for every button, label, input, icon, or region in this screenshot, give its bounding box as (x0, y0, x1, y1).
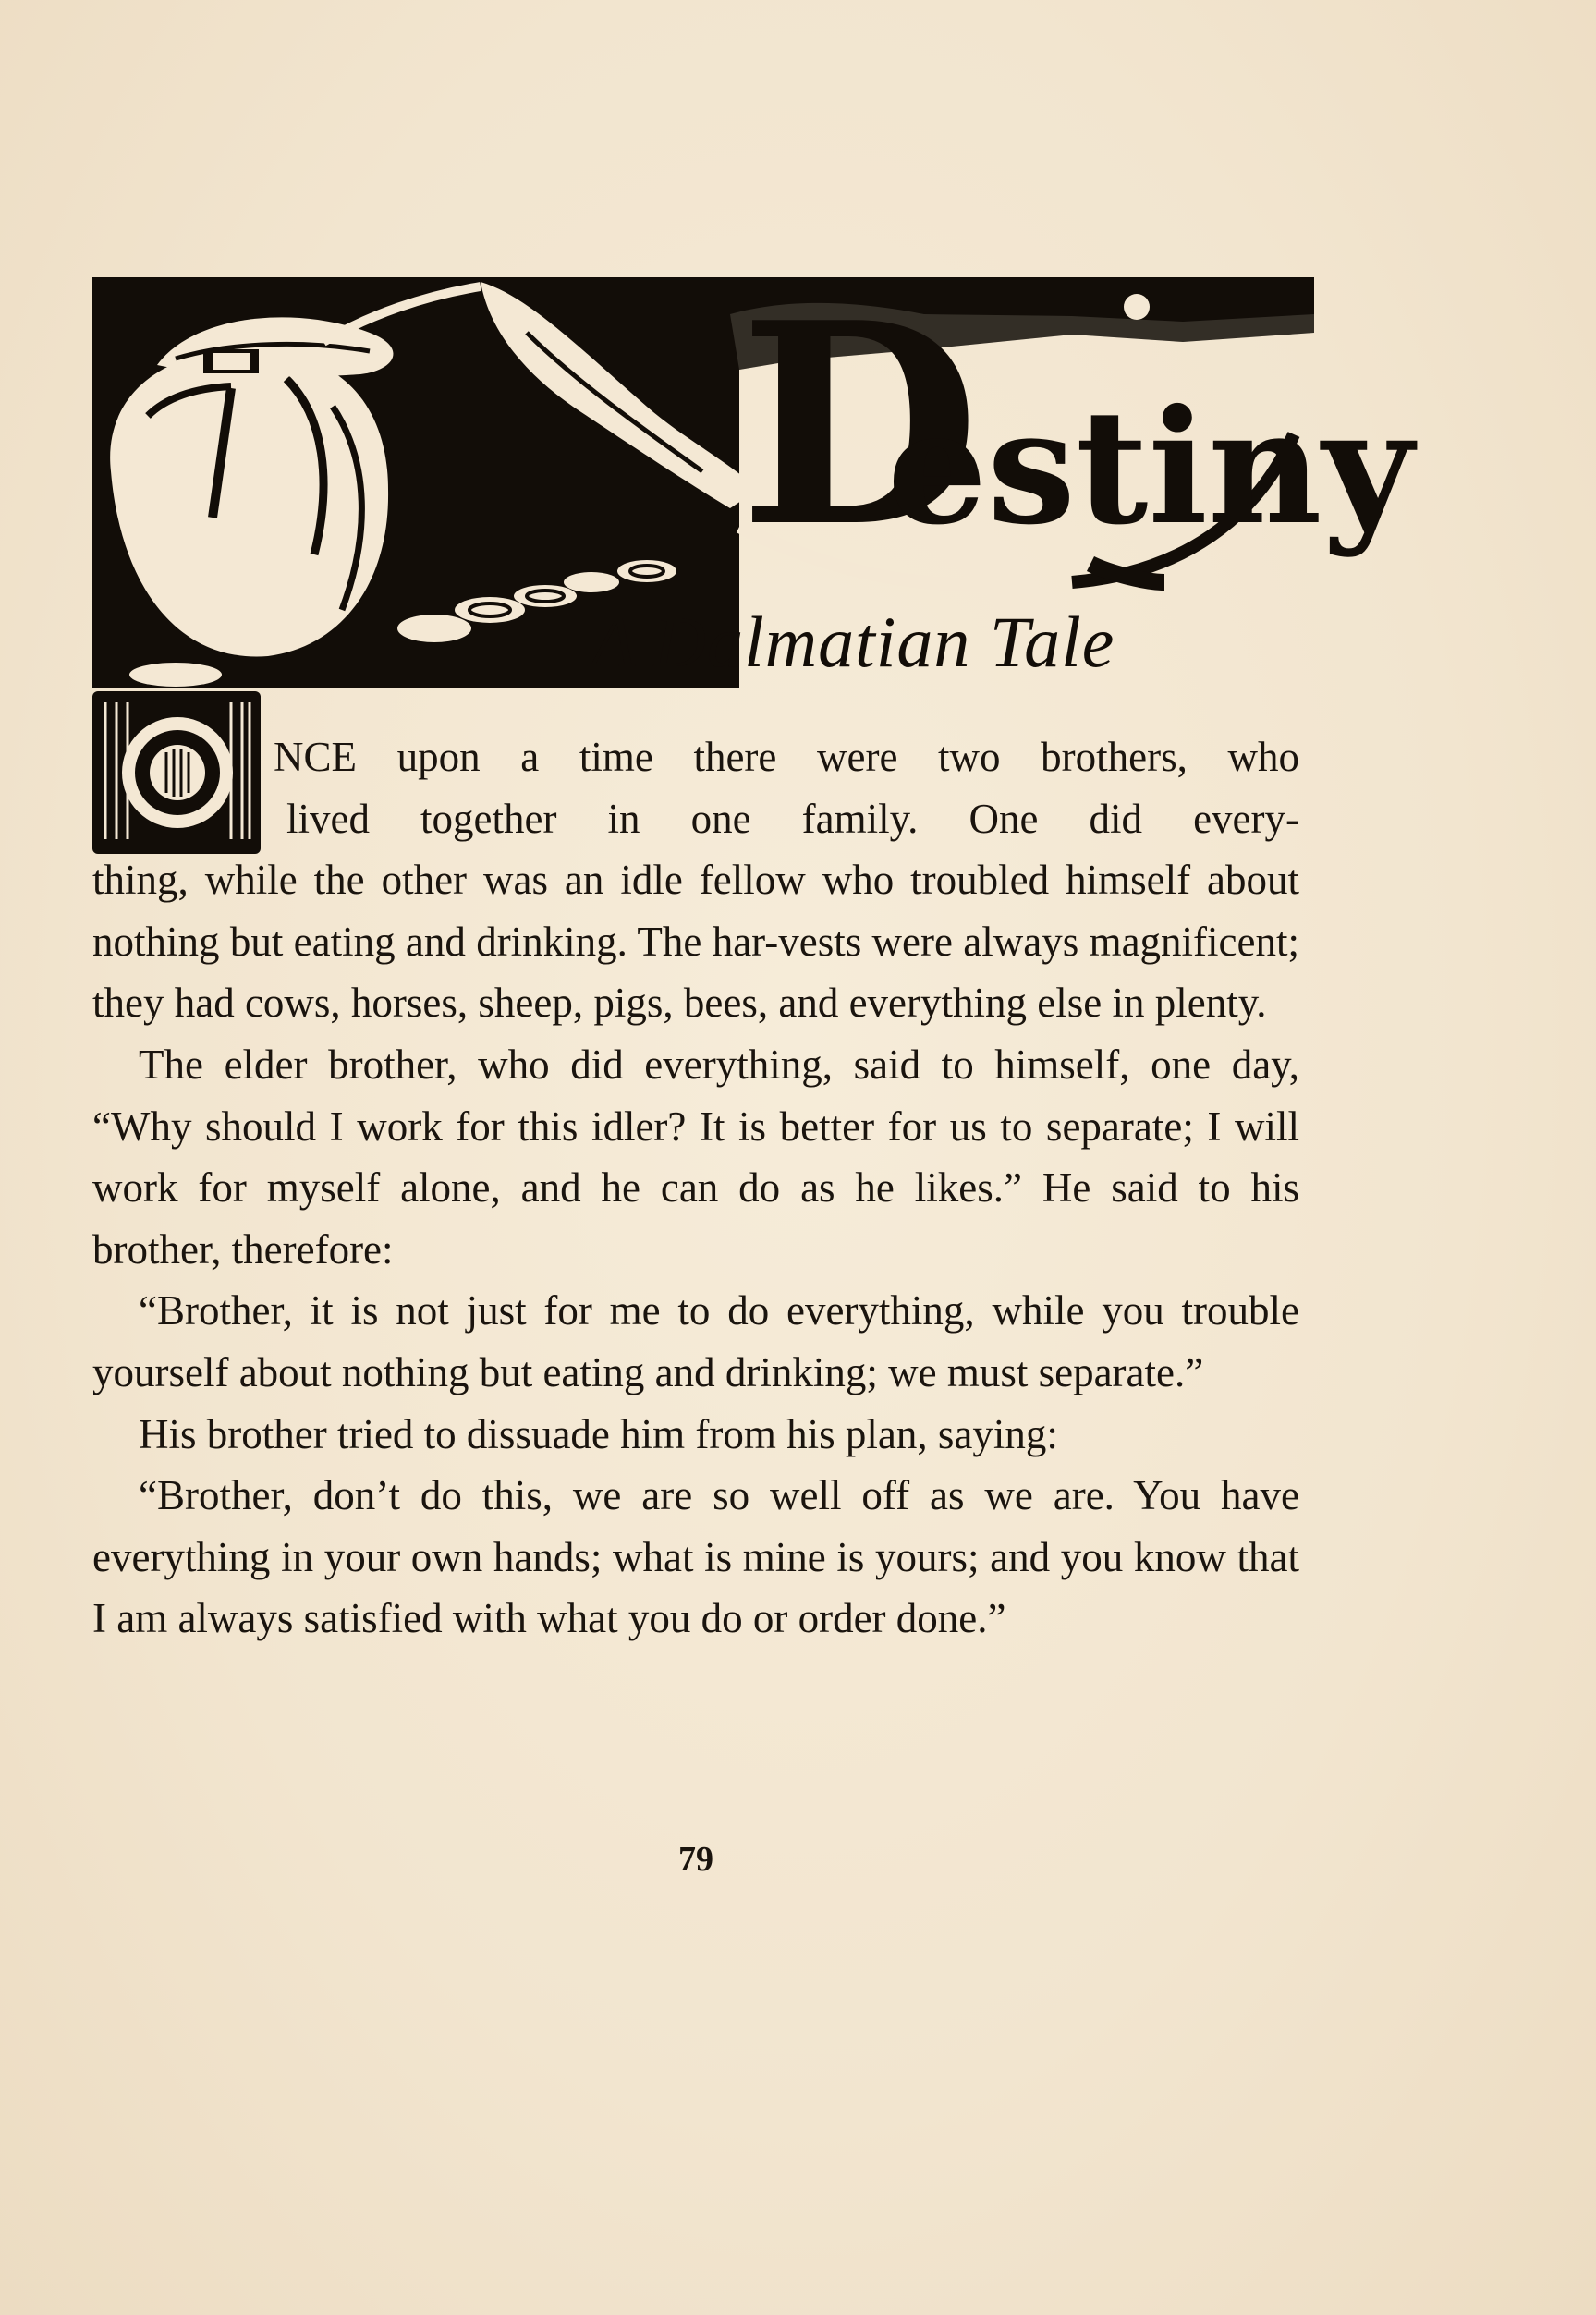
paragraph-1 (92, 726, 1299, 849)
paragraph-4: His brother tried to dissuade him from his plan, saying: (139, 1410, 1058, 1457)
title-rest: estiny (887, 375, 1414, 560)
paragraph-1-line-1: NCE upon a time there were two brothers, who (274, 734, 1299, 780)
title-initial: D (739, 262, 981, 588)
paragraph-3: “Brother, it is not just for me to do everything, while you trouble yourself about nothing but eating and drinking; we must separate.” (92, 1287, 1299, 1395)
paragraph-5: “Brother, don’t do this, we are so well off as we are. You have everything in your own hands; what is mine is yours; and you know that I am always satisfied with what you do or order done.” (92, 1472, 1299, 1642)
subtitle: A Dalmatian Tale (591, 602, 1115, 682)
paragraph-1-rest: thing, while the other was an idle fellow who troubled himself about nothing but eating and drinking. The har-vests were always magnificent; they had cows, horses, sheep, pigs, bees, and everything else in plenty. (92, 857, 1299, 1027)
paragraph-2: The elder brother, who did everything, said to himself, one day, “Why should I work for this idler? It is better for us to separate; I will work for myself alone, and he can do as he likes.” He said to his brother, therefore: (92, 1041, 1299, 1273)
body-text (92, 726, 1299, 1650)
page-number: 79 (678, 1840, 713, 1879)
paragraph-1-line-2: lived together in one family. One did every- (286, 795, 1299, 842)
